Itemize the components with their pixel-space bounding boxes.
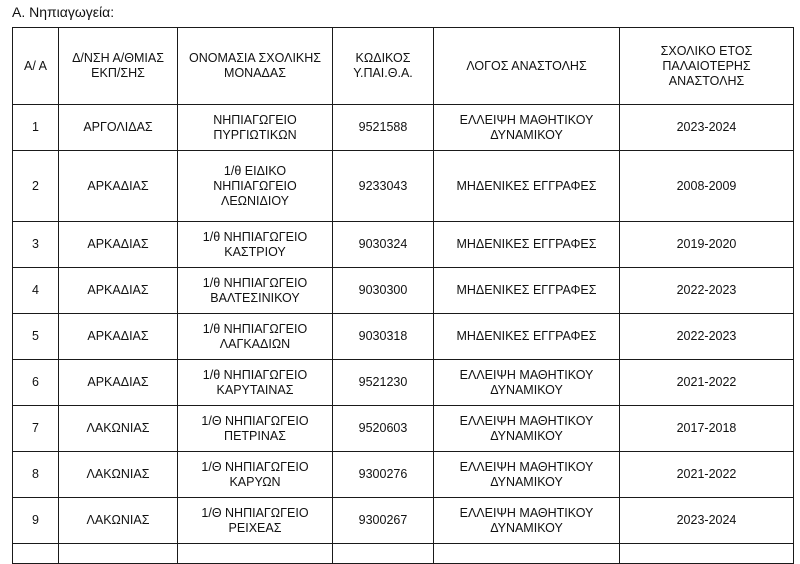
cell-reason: ΕΛΛΕΙΨΗ ΜΑΘΗΤΙΚΟΥ ΔΥΝΑΜΙΚΟΥ: [434, 105, 620, 151]
cell-reason: ΜΗΔΕΝΙΚΕΣ ΕΓΓΡΑΦΕΣ: [434, 268, 620, 314]
cell-school-year: 2023-2024: [620, 105, 794, 151]
cell-code: 9030300: [333, 268, 434, 314]
cell-reason: ΜΗΔΕΝΙΚΕΣ ΕΓΓΡΑΦΕΣ: [434, 151, 620, 222]
section-heading: Α. Νηπιαγωγεία:: [12, 4, 115, 20]
header-reason: ΛΟΓΟΣ ΑΝΑΣΤΟΛΗΣ: [434, 28, 620, 105]
cell-school-year: 2021-2022: [620, 452, 794, 498]
cell-school-name: 1/Θ ΝΗΠΙΑΓΩΓΕΙΟ ΠΕΤΡΙΝΑΣ: [178, 406, 333, 452]
cell-aa: 1: [13, 105, 59, 151]
empty-cell: [59, 544, 178, 564]
header-school-name: ΟΝΟΜΑΣΙΑ ΣΧΟΛΙΚΗΣ ΜΟΝΑΔΑΣ: [178, 28, 333, 105]
cell-school-year: 2023-2024: [620, 498, 794, 544]
cell-directorate: ΑΡΚΑΔΙΑΣ: [59, 360, 178, 406]
cell-aa: 3: [13, 222, 59, 268]
cell-code: 9521588: [333, 105, 434, 151]
table-row: [13, 406, 794, 452]
cell-directorate: ΑΡΓΟΛΙΔΑΣ: [59, 105, 178, 151]
cell-aa: 4: [13, 268, 59, 314]
cell-code: 9030318: [333, 314, 434, 360]
cell-school-year: 2017-2018: [620, 406, 794, 452]
table-row: [13, 360, 794, 406]
cell-code: 9300276: [333, 452, 434, 498]
cell-code: 9030324: [333, 222, 434, 268]
cell-aa: 2: [13, 151, 59, 222]
cell-school-year: 2008-2009: [620, 151, 794, 222]
cell-school-year: 2022-2023: [620, 314, 794, 360]
empty-cell: [434, 544, 620, 564]
table-row: [13, 105, 794, 151]
header-school-year: ΣΧΟΛΙΚΟ ΕΤΟΣ ΠΑΛΑΙΟΤΕΡΗΣ ΑΝΑΣΤΟΛΗΣ: [620, 28, 794, 105]
cell-code: 9300267: [333, 498, 434, 544]
cell-directorate: ΛΑΚΩΝΙΑΣ: [59, 498, 178, 544]
cell-code: 9520603: [333, 406, 434, 452]
cell-reason: ΜΗΔΕΝΙΚΕΣ ΕΓΓΡΑΦΕΣ: [434, 222, 620, 268]
table-row: [13, 151, 794, 222]
empty-cell: [333, 544, 434, 564]
cell-reason: ΕΛΛΕΙΨΗ ΜΑΘΗΤΙΚΟΥ ΔΥΝΑΜΙΚΟΥ: [434, 406, 620, 452]
suspended-schools-table: [12, 27, 794, 564]
table-row-partial: [13, 544, 794, 564]
cell-aa: 7: [13, 406, 59, 452]
cell-reason: ΕΛΛΕΙΨΗ ΜΑΘΗΤΙΚΟΥ ΔΥΝΑΜΙΚΟΥ: [434, 360, 620, 406]
cell-reason: ΕΛΛΕΙΨΗ ΜΑΘΗΤΙΚΟΥ ΔΥΝΑΜΙΚΟΥ: [434, 498, 620, 544]
empty-cell: [620, 544, 794, 564]
table-row: [13, 222, 794, 268]
cell-code: 9521230: [333, 360, 434, 406]
cell-school-name: ΝΗΠΙΑΓΩΓΕΙΟ ΠΥΡΓΙΩΤΙΚΩΝ: [178, 105, 333, 151]
cell-school-name: 1/θ ΕΙΔΙΚΟ ΝΗΠΙΑΓΩΓΕΙΟ ΛΕΩΝΙΔΙΟΥ: [178, 151, 333, 222]
header-code: ΚΩΔΙΚΟΣ Υ.ΠΑΙ.Θ.Α.: [333, 28, 434, 105]
table-row: [13, 452, 794, 498]
header-aa: Α/ Α: [13, 28, 59, 105]
empty-cell: [13, 544, 59, 564]
cell-aa: 6: [13, 360, 59, 406]
cell-school-name: 1/θ ΝΗΠΙΑΓΩΓΕΙΟ ΚΑΣΤΡΙΟΥ: [178, 222, 333, 268]
cell-school-year: 2022-2023: [620, 268, 794, 314]
table-row: [13, 314, 794, 360]
cell-directorate: ΑΡΚΑΔΙΑΣ: [59, 314, 178, 360]
header-directorate: Δ/ΝΣΗ Α/ΘΜΙΑΣ ΕΚΠ/ΣΗΣ: [59, 28, 178, 105]
cell-directorate: ΛΑΚΩΝΙΑΣ: [59, 406, 178, 452]
cell-aa: 8: [13, 452, 59, 498]
table-row: [13, 268, 794, 314]
cell-aa: 5: [13, 314, 59, 360]
cell-school-name: 1/θ ΝΗΠΙΑΓΩΓΕΙΟ ΒΑΛΤΕΣΙΝΙΚΟΥ: [178, 268, 333, 314]
empty-cell: [178, 544, 333, 564]
cell-reason: ΕΛΛΕΙΨΗ ΜΑΘΗΤΙΚΟΥ ΔΥΝΑΜΙΚΟΥ: [434, 452, 620, 498]
cell-school-year: 2021-2022: [620, 360, 794, 406]
cell-school-name: 1/θ ΝΗΠΙΑΓΩΓΕΙΟ ΚΑΡΥΤΑΙΝΑΣ: [178, 360, 333, 406]
cell-school-year: 2019-2020: [620, 222, 794, 268]
cell-directorate: ΛΑΚΩΝΙΑΣ: [59, 452, 178, 498]
cell-school-name: 1/θ ΝΗΠΙΑΓΩΓΕΙΟ ΛΑΓΚΑΔΙΩΝ: [178, 314, 333, 360]
table-header-row: [13, 28, 794, 105]
cell-code: 9233043: [333, 151, 434, 222]
table-row: [13, 498, 794, 544]
cell-directorate: ΑΡΚΑΔΙΑΣ: [59, 268, 178, 314]
cell-aa: 9: [13, 498, 59, 544]
cell-reason: ΜΗΔΕΝΙΚΕΣ ΕΓΓΡΑΦΕΣ: [434, 314, 620, 360]
cell-school-name: 1/Θ ΝΗΠΙΑΓΩΓΕΙΟ ΚΑΡΥΩΝ: [178, 452, 333, 498]
cell-school-name: 1/Θ ΝΗΠΙΑΓΩΓΕΙΟ ΡΕΙΧΕΑΣ: [178, 498, 333, 544]
cell-directorate: ΑΡΚΑΔΙΑΣ: [59, 222, 178, 268]
cell-directorate: ΑΡΚΑΔΙΑΣ: [59, 151, 178, 222]
